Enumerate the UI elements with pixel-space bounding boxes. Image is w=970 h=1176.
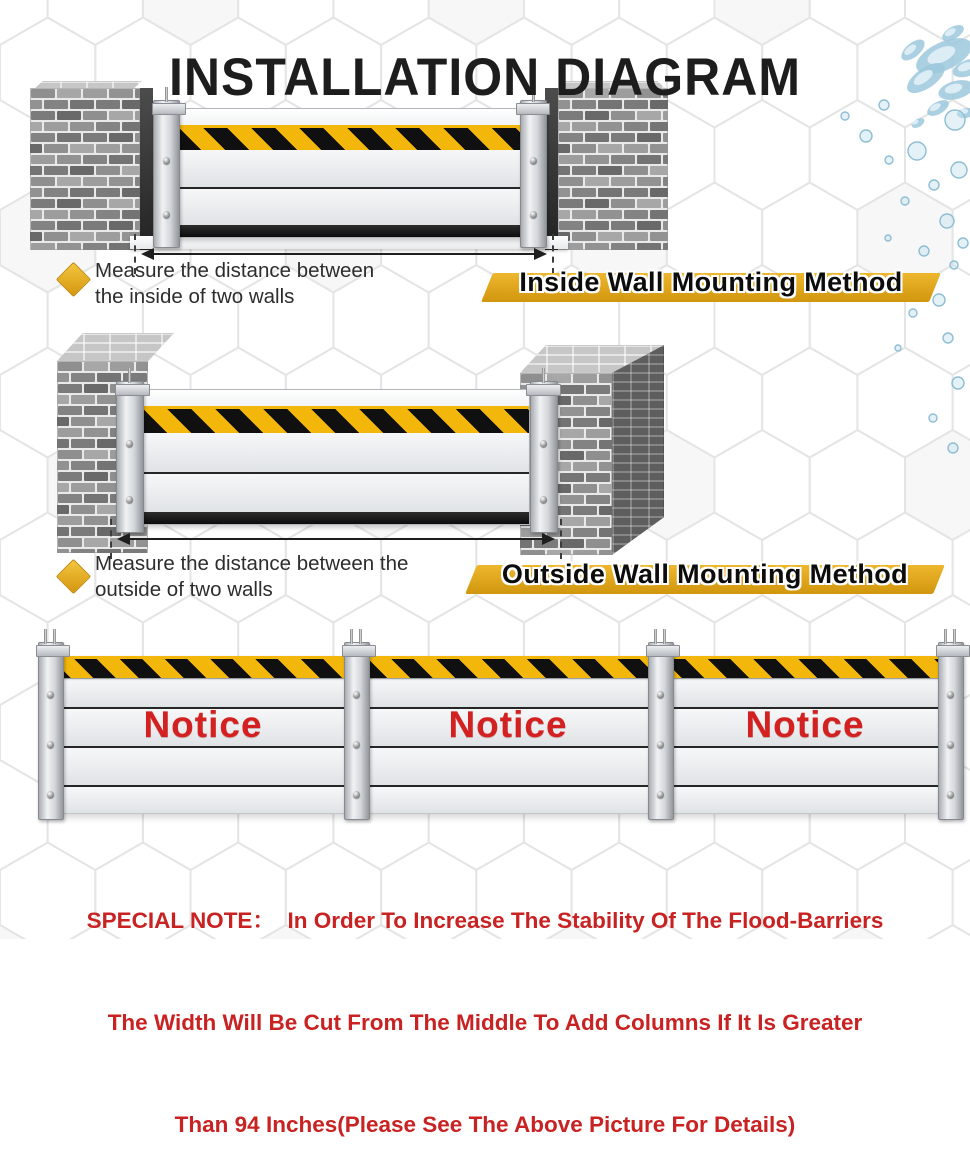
barrier-post-left	[153, 100, 180, 248]
barrier-post-right	[530, 381, 558, 533]
barrier-panel	[176, 108, 524, 238]
special-note-line-3: Than 94 Inches(Please See The Above Picture For Details)	[174, 1112, 796, 1137]
banner-label: Outside Wall Mounting Method	[501, 558, 909, 589]
hazard-stripe	[177, 125, 523, 151]
special-note	[0, 836, 970, 1176]
notice-label: Notice	[143, 704, 263, 745]
caption-line-1: Measure the distance between	[95, 259, 375, 282]
diagram-inside-mounting	[30, 84, 670, 264]
barrier-post-right	[520, 100, 547, 248]
barrier-board	[49, 748, 951, 785]
wall-top-face	[57, 333, 174, 361]
notice-label: Notice	[745, 704, 865, 745]
barrier-post	[344, 642, 370, 820]
panel-top-band	[177, 109, 523, 125]
diagram-outside-mounting	[30, 325, 680, 565]
banner-label: Inside Wall Mounting Method	[519, 266, 903, 297]
panel-board	[143, 433, 529, 471]
barrier-post	[38, 642, 64, 820]
panel-board	[143, 474, 529, 512]
barrier-panel	[142, 389, 530, 525]
wall-side-face	[612, 345, 664, 555]
panel-top-band	[143, 390, 529, 406]
flood-barrier-wide	[34, 628, 966, 838]
hazard-stripe	[143, 406, 529, 434]
barrier-board	[49, 787, 951, 813]
page-title: INSTALLATION DIAGRAM	[169, 46, 801, 107]
panel-board	[177, 150, 523, 186]
notice-label: Notice	[448, 704, 568, 745]
caption-inside	[95, 258, 374, 310]
barrier-post	[938, 642, 964, 820]
caption-line-1: Measure the distance between the	[95, 552, 409, 575]
panel-bottom-seal	[177, 225, 523, 237]
hazard-stripe	[48, 656, 952, 678]
barrier-post	[648, 642, 674, 820]
panel-bottom-seal	[143, 512, 529, 524]
panel-board	[177, 189, 523, 225]
caption-outside	[95, 551, 408, 603]
special-note-line-2: The Width Will Be Cut From The Middle To Add Columns If It Is Greater	[107, 1010, 863, 1035]
special-note-line-1: SPECIAL NOTE： In Order To Increase The Stability Of The Flood-Barriers	[86, 908, 884, 933]
banner-outside-mounting	[471, 558, 939, 594]
caption-line-2: the inside of two walls	[95, 285, 295, 308]
banner-inside-mounting	[487, 266, 935, 302]
brick-wall-right	[558, 88, 668, 250]
barrier-board	[49, 679, 951, 707]
barrier-post-left	[116, 381, 144, 533]
brick-wall-left	[30, 88, 140, 250]
caption-line-2: outside of two walls	[95, 578, 273, 601]
barrier-boards	[48, 678, 952, 814]
